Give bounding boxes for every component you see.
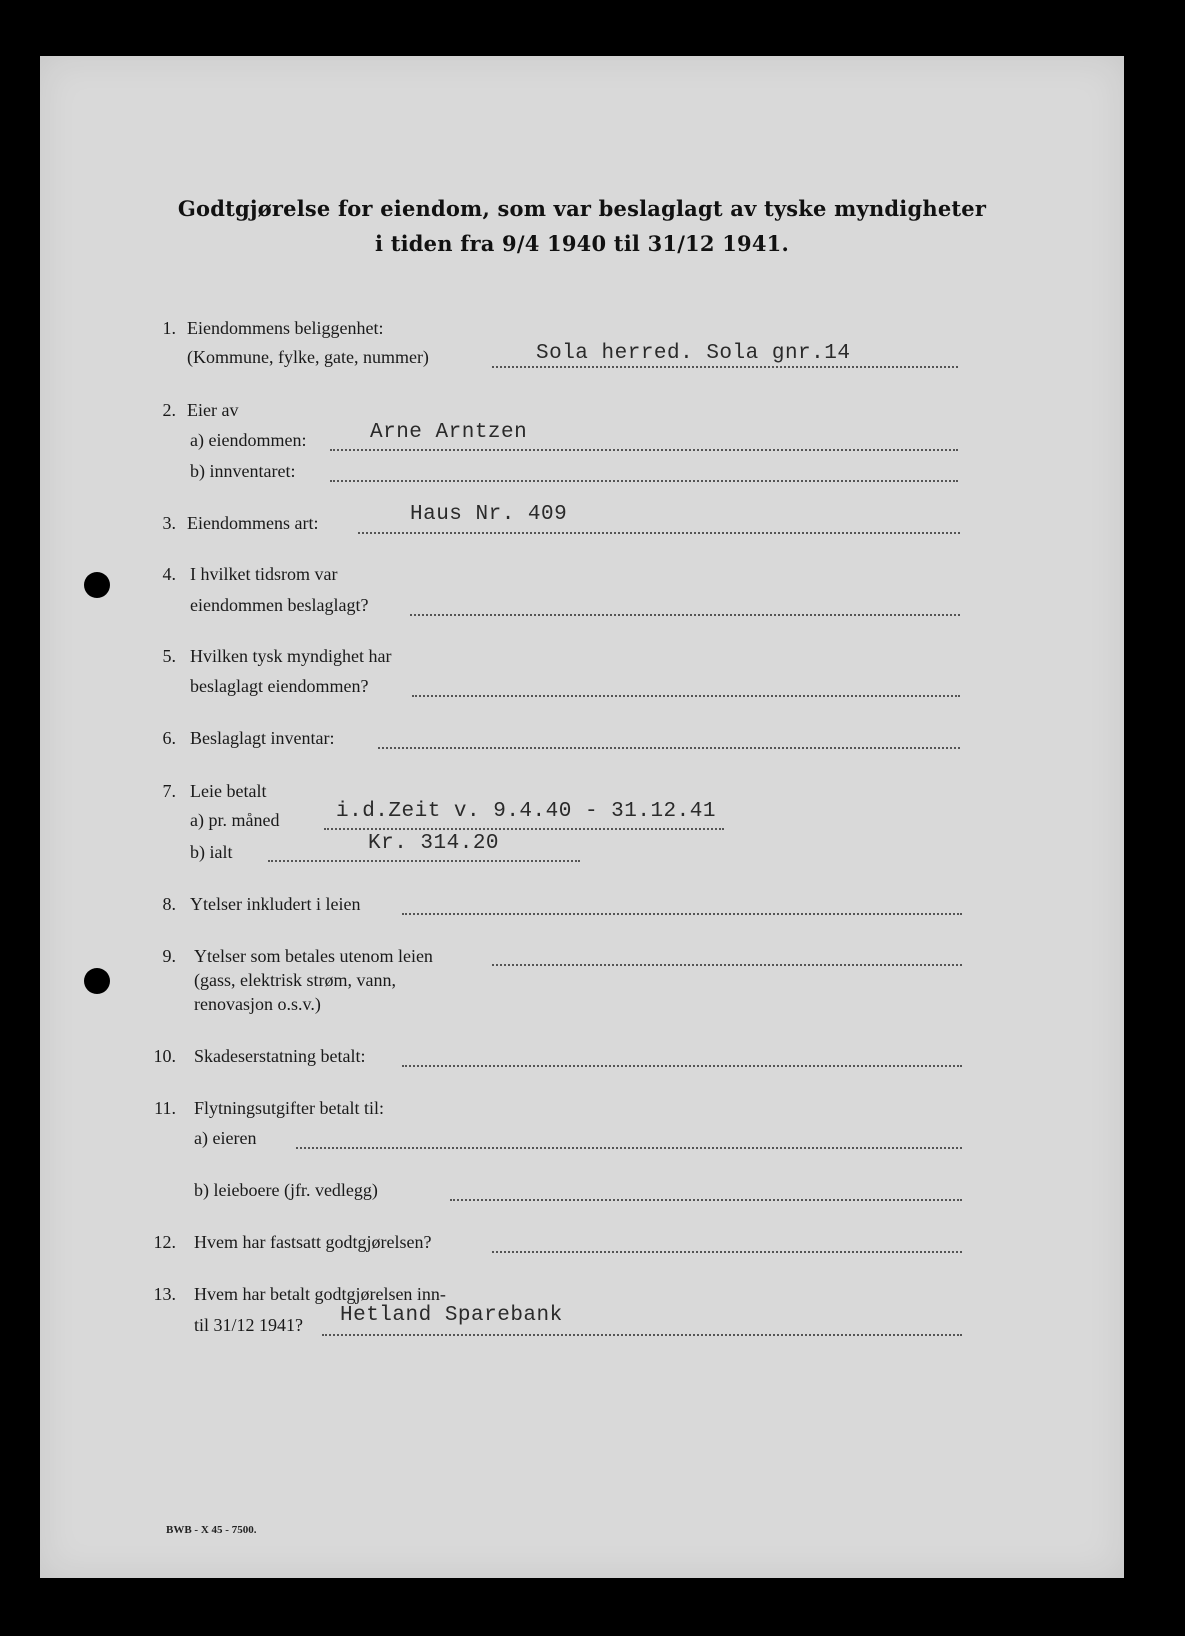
question-label: Hvem har betalt godtgjørelsen inn- <box>194 1284 446 1304</box>
question-label: til 31/12 1941? <box>194 1315 303 1335</box>
item-number: 6. <box>162 728 176 748</box>
typed-answer-property-type: Haus Nr. 409 <box>410 503 568 526</box>
question-label: Flytningsutgifter betalt til: <box>194 1098 384 1118</box>
question-label: Leie betalt <box>190 781 267 801</box>
form-title-line-1: Godtgjørelse for eiendom, som var beslaglagt av tyske myndigheter <box>177 196 987 221</box>
question-label: Ytelser inkludert i leien <box>190 894 361 914</box>
question-label: b) ialt <box>190 842 233 862</box>
question-label: Skadeserstatning betalt: <box>194 1046 366 1066</box>
question-label: renovasjon o.s.v.) <box>194 994 321 1014</box>
form-code: BWB - X 45 - 7500. <box>166 1524 257 1536</box>
question-label: eiendommen beslaglagt? <box>190 595 369 615</box>
item-number: 5. <box>162 646 176 666</box>
question-label: Hvilken tysk myndighet har <box>190 646 392 666</box>
question-label: Beslaglagt inventar: <box>190 728 335 748</box>
question-label: (Kommune, fylke, gate, nummer) <box>187 347 429 367</box>
answer-line <box>410 614 960 616</box>
answer-line <box>268 860 580 862</box>
answer-line <box>324 828 724 830</box>
punch-hole-lower <box>84 968 110 994</box>
question-label: Eiendommens art: <box>187 513 319 533</box>
question-label: (gass, elektrisk strøm, vann, <box>194 970 396 990</box>
typed-answer-rent-total: Kr. 314.20 <box>368 832 500 855</box>
answer-line <box>492 964 962 966</box>
item-number: 13. <box>153 1284 176 1304</box>
question-label: beslaglagt eiendommen? <box>190 676 369 696</box>
item-number: 3. <box>162 513 176 533</box>
typed-answer-owner: Arne Arntzen <box>370 421 528 444</box>
answer-line <box>492 1251 962 1253</box>
question-label: b) leieboere (jfr. vedlegg) <box>194 1180 378 1200</box>
answer-line <box>322 1334 962 1336</box>
answer-line <box>412 695 960 697</box>
question-label: Eiendommens beliggenhet: <box>187 318 384 338</box>
question-label: b) innventaret: <box>190 461 296 481</box>
question-label: Ytelser som betales utenom leien <box>194 946 433 966</box>
answer-line <box>492 366 958 368</box>
question-label: a) eiendommen: <box>190 430 307 450</box>
answer-line <box>358 532 960 534</box>
question-label: Hvem har fastsatt godtgjørelsen? <box>194 1232 432 1252</box>
item-number: 8. <box>162 894 176 914</box>
question-label: a) pr. måned <box>190 810 280 830</box>
answer-line <box>296 1147 962 1149</box>
item-number: 11. <box>154 1098 176 1118</box>
answer-line <box>330 480 958 482</box>
typed-answer-rent-period: i.d.Zeit v. 9.4.40 - 31.12.41 <box>336 800 716 823</box>
answer-line <box>378 747 960 749</box>
answer-line <box>402 913 962 915</box>
answer-line <box>450 1199 962 1201</box>
item-number: 12. <box>153 1232 176 1252</box>
question-label: a) eieren <box>194 1128 257 1148</box>
question-label: Eier av <box>187 400 239 420</box>
punch-hole-upper <box>84 572 110 598</box>
form-title-line-2: i tiden fra 9/4 1940 til 31/12 1941. <box>375 231 789 256</box>
item-number: 7. <box>162 781 176 801</box>
typed-answer-payer: Hetland Sparebank <box>340 1304 563 1327</box>
form-page <box>40 56 1124 1578</box>
item-number: 10. <box>153 1046 176 1066</box>
typed-answer-location: Sola herred. Sola gnr.14 <box>536 342 851 365</box>
item-number: 1. <box>162 318 176 338</box>
item-number: 2. <box>162 400 176 420</box>
answer-line <box>402 1065 962 1067</box>
question-label: I hvilket tidsrom var <box>190 564 338 584</box>
item-number: 9. <box>162 946 176 966</box>
item-number: 4. <box>162 564 176 584</box>
answer-line <box>330 449 958 451</box>
